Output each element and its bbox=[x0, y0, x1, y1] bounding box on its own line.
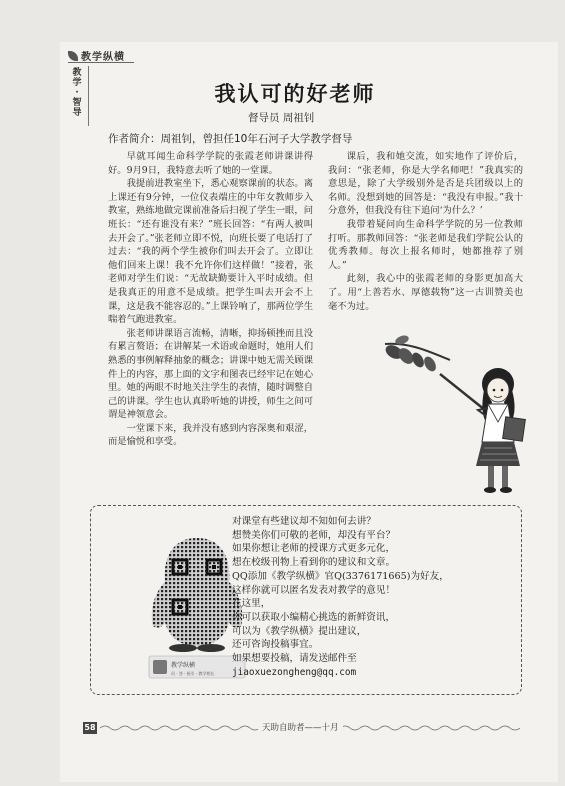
promo-text bbox=[232, 515, 517, 679]
promo-line: 还可咨询投稿事宜。 bbox=[232, 639, 319, 651]
paragraph: 此刻，我心中的张霞老师的身影更加高大了。用“上善若水、厚德载物”这一古训赞美也毫不为过。 bbox=[328, 273, 523, 312]
paragraph: 我提前进教室坐下，悉心观察课前的状态。离上课还有9分钟，一位仪表端庄的中年女教师步入教室，熟练地做完课前准备后扫视了学生一眼，问班长：“还有谁没有来？”班长回答：“有两人被叫去开会了。”张老师立即不悦，向班长要了电话打了过去：“我的两个学生被你们叫去开会了。立即让他们回来上课！我不允许你们这样做！”接着，张老师对学生们说：“无故缺勤要计入平时成绩。但是我真正的用意不是成绩。把学生叫去开会不上课，这是我不能容忍的。”上课铃响了，那两位学生喘着气跑进教室。 bbox=[108, 178, 313, 326]
promo-line: 如果想要投稿，请发送邮件至 bbox=[232, 653, 357, 665]
qr-caption-sub: 问 · 答 · 指引 · 教学相长 bbox=[171, 671, 215, 676]
promo-line: 在这里， bbox=[232, 598, 271, 610]
column-subtitle-char: · bbox=[75, 88, 79, 98]
column-subtitle-char: 教 bbox=[72, 68, 82, 78]
promo-line: 可以为《教学纵横》提出建议， bbox=[232, 625, 367, 637]
article-title: 我认可的好老师 bbox=[214, 82, 376, 106]
qr-caption-title: 教学纵横 bbox=[171, 662, 196, 669]
promo-line: 你可以获取小编精心挑选的新鲜资讯， bbox=[232, 611, 396, 623]
article-right-column bbox=[328, 150, 523, 313]
leaf-icon bbox=[68, 51, 78, 61]
article-left-column bbox=[108, 150, 313, 449]
promo-line: 这样你就可以匿名发表对教学的意见！ bbox=[232, 584, 396, 596]
column-subtitle-char: 智 bbox=[72, 98, 82, 108]
paragraph: 张老师讲课语言流畅，清晰，抑扬顿挫而且没有累言赘语；在讲解某一术语或命题时，她用人们熟悉的事例解释抽象的概念；讲课中她无需关顾课件上的内容，那上面的文字和图表已经牢记在她心里。她的两眼不时地关注学生的表情，随时调整自己的讲课。学生也认真聆听她的讲授，师生之间可谓是神领意会。 bbox=[108, 327, 313, 421]
email-link[interactable]: jiaoxuezongheng@qq.com bbox=[232, 666, 357, 678]
column-subtitle-char: 导 bbox=[72, 108, 82, 118]
branch-decoration bbox=[383, 334, 450, 374]
author-bio: 作者简介：周祖钊，曾担任10年石河子大学教学督导 bbox=[108, 133, 353, 145]
promo-line: 对课堂有些建议却不知如何去讲？ bbox=[232, 516, 376, 527]
page-number: 58 bbox=[84, 723, 96, 732]
column-subtitle bbox=[70, 68, 84, 118]
teacher-illustration bbox=[380, 332, 530, 500]
column-subtitle-char: 学 bbox=[72, 78, 82, 88]
article-supervisor: 督导员 周祖钊 bbox=[248, 112, 315, 124]
paragraph: 一堂课下来，我并没有感到内容深奥和艰涩，而是愉悦和享受。 bbox=[108, 422, 313, 448]
promo-line: 想赞美你们可敬的老师，却没有平台？ bbox=[232, 529, 396, 541]
promo-line: 如果你想让老师的授课方式更多元化， bbox=[232, 543, 396, 555]
column-header-rule bbox=[68, 62, 134, 63]
paragraph: 我带着疑问向生命科学学院的另一位教师打听。那教师回答：“张老师是我们学院公认的优秀教师。每次上报名师时，她都推荐了别人。” bbox=[328, 218, 523, 271]
promo-line: QQ添加《教学纵横》官Q(3376171665)为好友， bbox=[232, 570, 449, 582]
footer-text: 天助自助者——十月 bbox=[258, 721, 343, 733]
column-header bbox=[68, 48, 125, 63]
column-divider bbox=[88, 66, 89, 126]
paragraph: 课后，我和她交流，如实地作了评价后，我问：“张老师，你是大学名师吧！”我真实的意思是，除了大学级别外是否是兵团级以上的名师。没想到她的回答是：“我没有申报。”我十分意外，但我没有往下追问‘为什么？’ bbox=[328, 151, 523, 217]
paragraph: 早就耳闻生命科学学院的张霞老师讲课讲得好。9月9日，我特意去听了她的一堂课。 bbox=[108, 151, 313, 176]
promo-line: 想在校级刊物上看到你的建议和文章。 bbox=[232, 557, 396, 569]
column-name: 教学纵横 bbox=[81, 52, 125, 63]
